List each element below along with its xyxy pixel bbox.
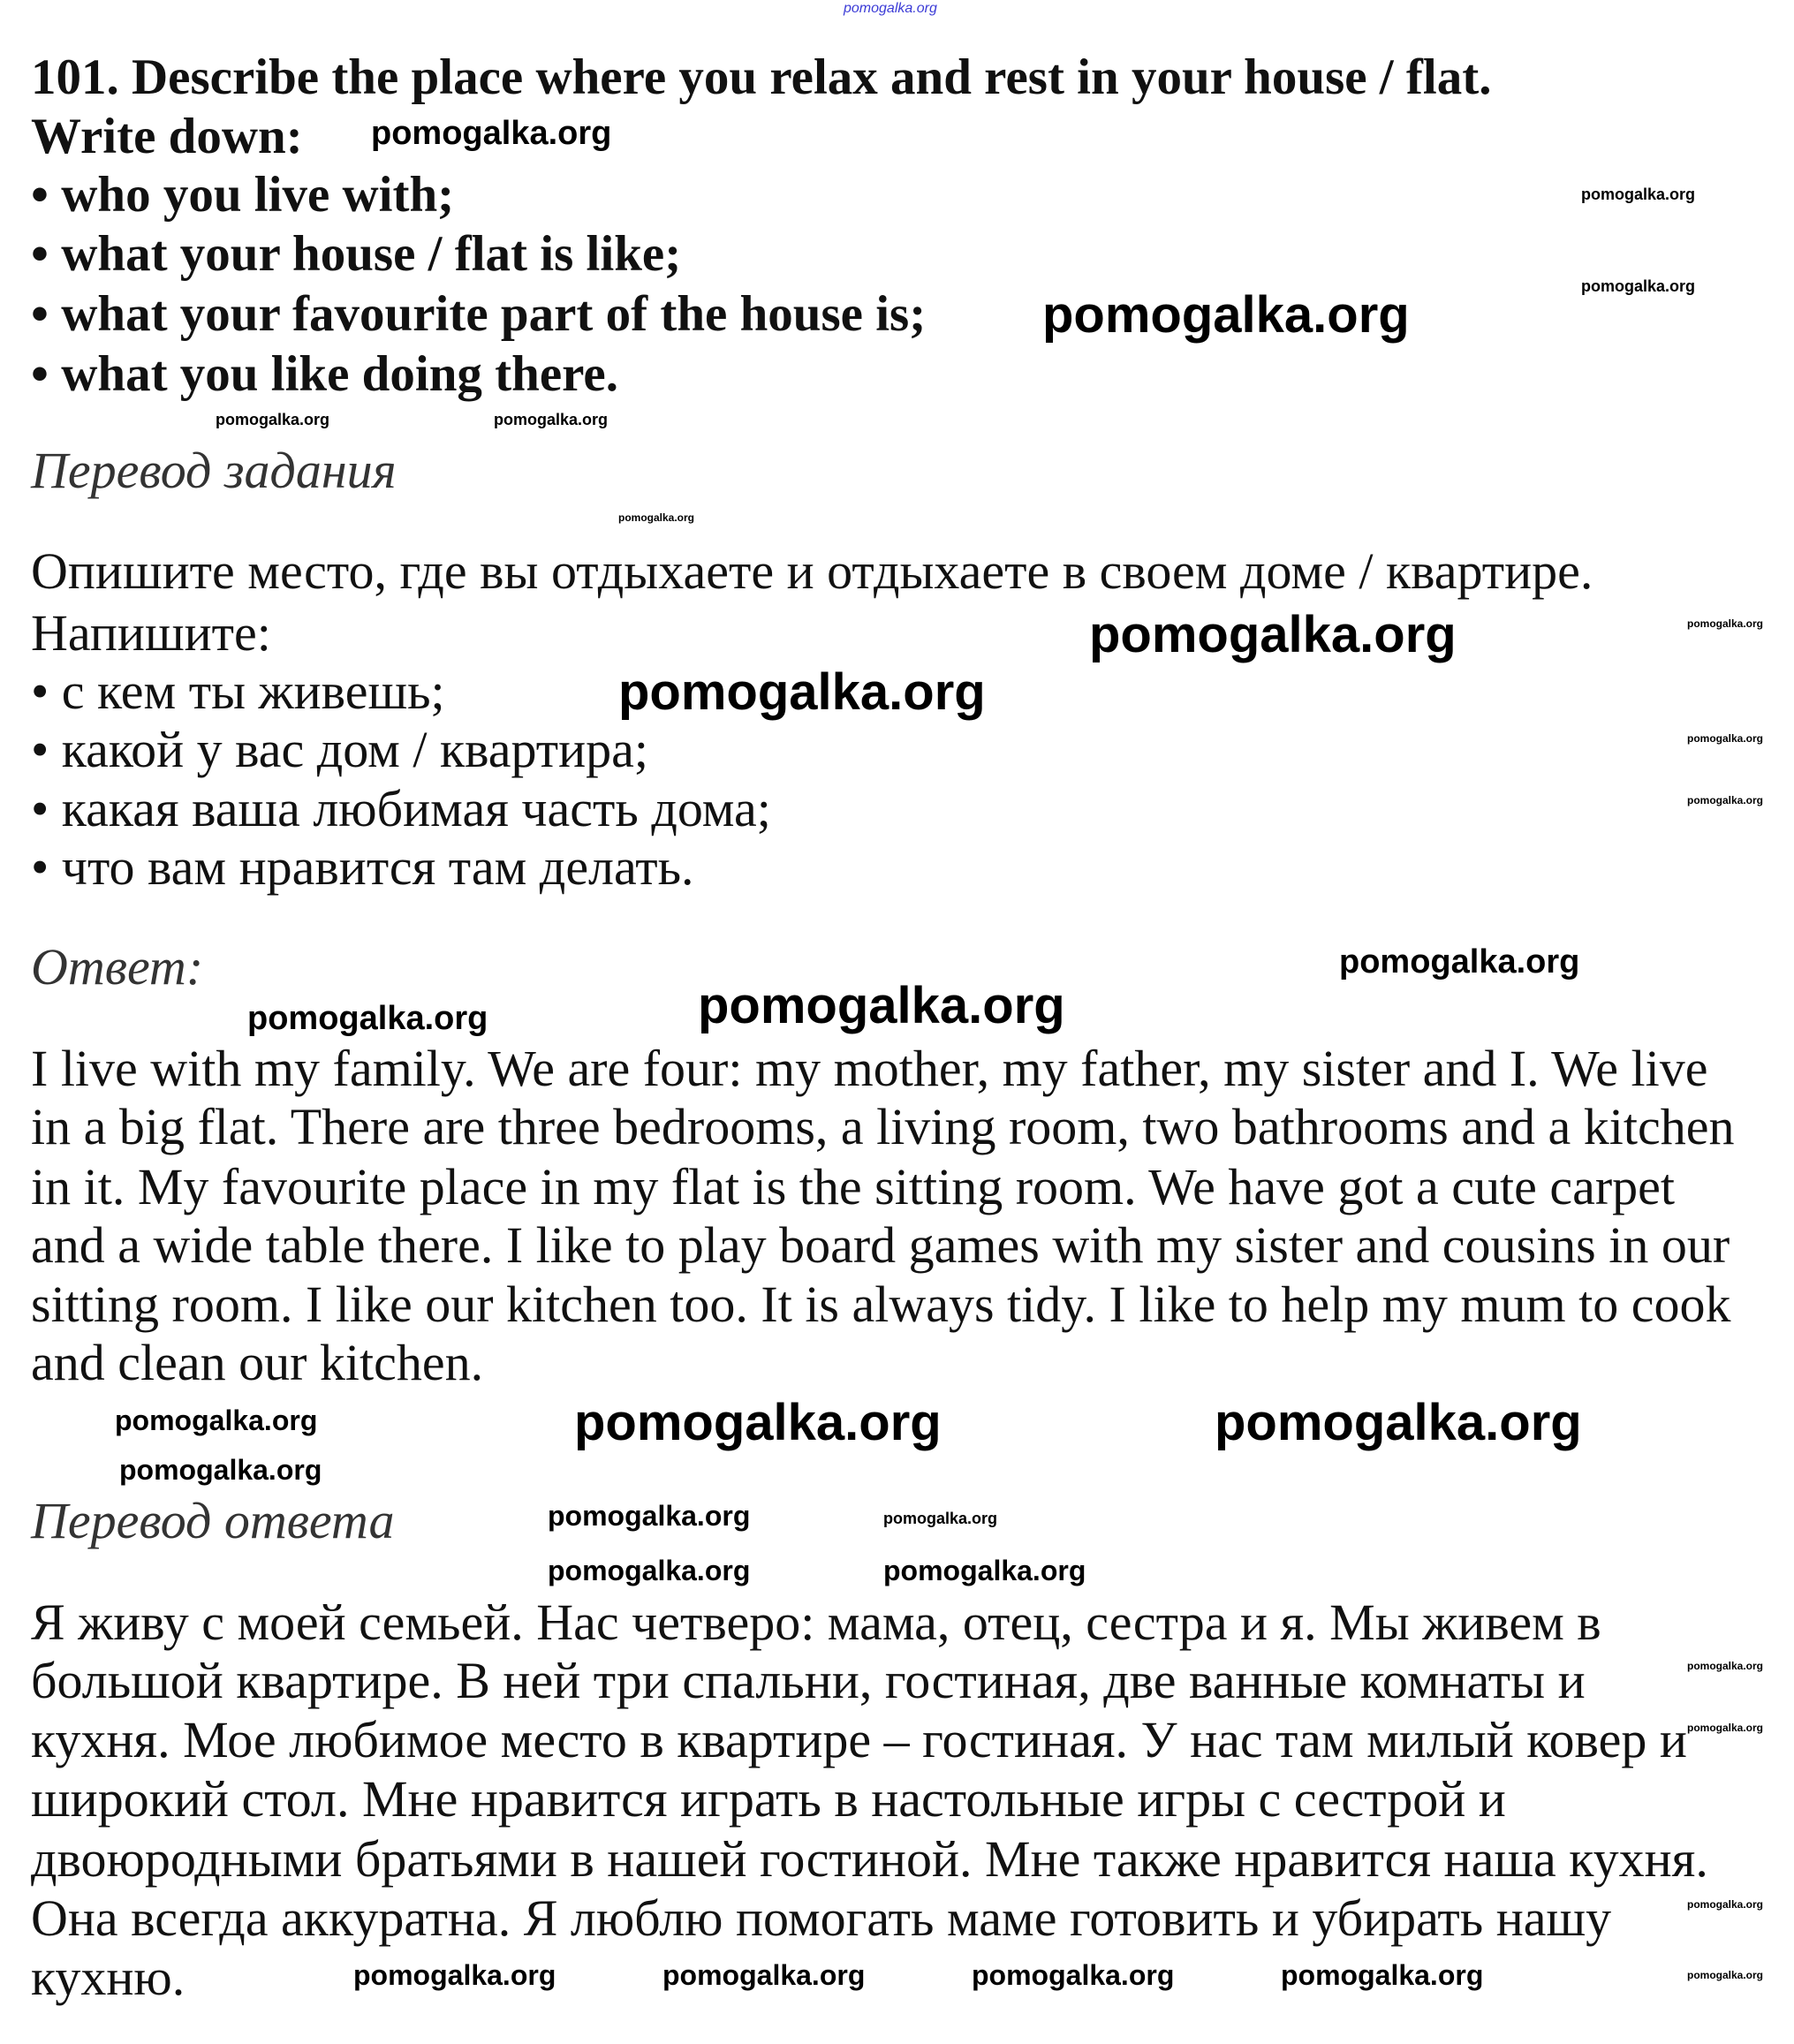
watermark: pomogalka.org [1687,1969,1764,1981]
watermark: pomogalka.org [1339,943,1580,980]
translation-line: • какой у вас дом / квартира; [31,721,648,778]
answer-line: and clean our kitchen. [31,1334,484,1391]
watermark: pomogalka.org [662,1959,866,1991]
answer-translation-line: Она всегда аккуратна. Я люблю помогать маме готовить и убирать нашу [31,1889,1612,1947]
answer-translation-line: двоюродными братьями в нашей гостиной. Мне также нравится наша кухня. [31,1830,1708,1888]
watermark: pomogalka.org [115,1404,318,1436]
answer-line: I live with my family. We are four: my mother, my father, my sister and I. We live [31,1040,1708,1097]
watermark: pomogalka.org [574,1394,942,1451]
watermark-link[interactable]: pomogalka.org [844,1,937,16]
watermark: pomogalka.org [1687,732,1764,745]
watermark: pomogalka.org [353,1959,556,1991]
watermark: pomogalka.org [1687,617,1764,630]
answer-line: and a wide table there. I like to play board games with my sister and cousins in our [31,1216,1730,1274]
answer-line: in a big flat. There are three bedrooms, a living room, two bathrooms and a kitchen [31,1098,1735,1155]
answer-translation-line: Я живу с моей семьей. Нас четверо: мама, отец, сестра и я. Мы живем в [31,1594,1601,1651]
watermark: pomogalka.org [883,1510,998,1527]
watermark: pomogalka.org [1581,185,1696,203]
answer-translation-heading: Перевод ответа [31,1492,395,1549]
task-translation-heading: Перевод задания [31,442,397,499]
translation-line: • что вам нравится там делать. [31,838,694,896]
watermark: pomogalka.org [1687,1722,1764,1734]
watermark: pomogalka.org [1581,277,1696,295]
task-bullet: • who you live with; [31,167,455,223]
watermark: pomogalka.org [216,411,330,428]
watermark: pomogalka.org [494,411,609,428]
task-bullet: • what your house / flat is like; [31,226,682,282]
task-write-down: Write down: [31,109,303,164]
translation-line: Опишите место, где вы отдыхаете и отдыхаете в своем доме / квартире. [31,542,1593,600]
watermark: pomogalka.org [698,977,1065,1034]
translation-line: • какая ваша любимая часть дома; [31,780,771,837]
watermark: pomogalka.org [548,1555,751,1586]
watermark: pomogalka.org [972,1959,1175,1991]
watermark: pomogalka.org [1687,1660,1764,1672]
watermark: pomogalka.org [548,1500,751,1532]
watermark: pomogalka.org [247,1000,488,1037]
translation-line: Напишите: [31,604,271,662]
watermark: pomogalka.org [371,115,612,152]
answer-translation-line: кухню. [31,1949,185,2006]
answer-heading: Ответ: [31,938,204,996]
watermark: pomogalka.org [1281,1959,1484,1991]
watermark: pomogalka.org [618,511,695,524]
task-bullet: • what your favourite part of the house is; [31,286,927,342]
watermark: pomogalka.org [883,1555,1086,1586]
answer-line: sitting room. I like our kitchen too. It is always tidy. I like to help my mum to cook [31,1276,1731,1333]
answer-translation-line: большой квартире. В ней три спальни, гостиная, две ванные комнаты и [31,1652,1586,1709]
task-bullet: • what you like doing there. [31,346,618,402]
watermark: pomogalka.org [1687,1898,1764,1911]
watermark: pomogalka.org [1687,794,1764,806]
watermark: pomogalka.org [1215,1394,1582,1451]
task-title: 101. Describe the place where you relax and rest in your house / flat. [31,49,1492,105]
answer-line: in it. My favourite place in my flat is the sitting room. We have got a cute carpet [31,1158,1676,1215]
watermark: pomogalka.org [618,663,986,721]
watermark: pomogalka.org [1042,286,1410,344]
answer-translation-line: кухня. Мое любимое место в квартире – гостиная. У нас там милый ковер и [31,1711,1687,1768]
translation-line: • с кем ты живешь; [31,662,445,720]
watermark: pomogalka.org [1089,606,1457,663]
answer-translation-line: широкий стол. Мне нравится играть в настольные игры с сестрой и [31,1770,1506,1828]
watermark: pomogalka.org [119,1454,322,1486]
